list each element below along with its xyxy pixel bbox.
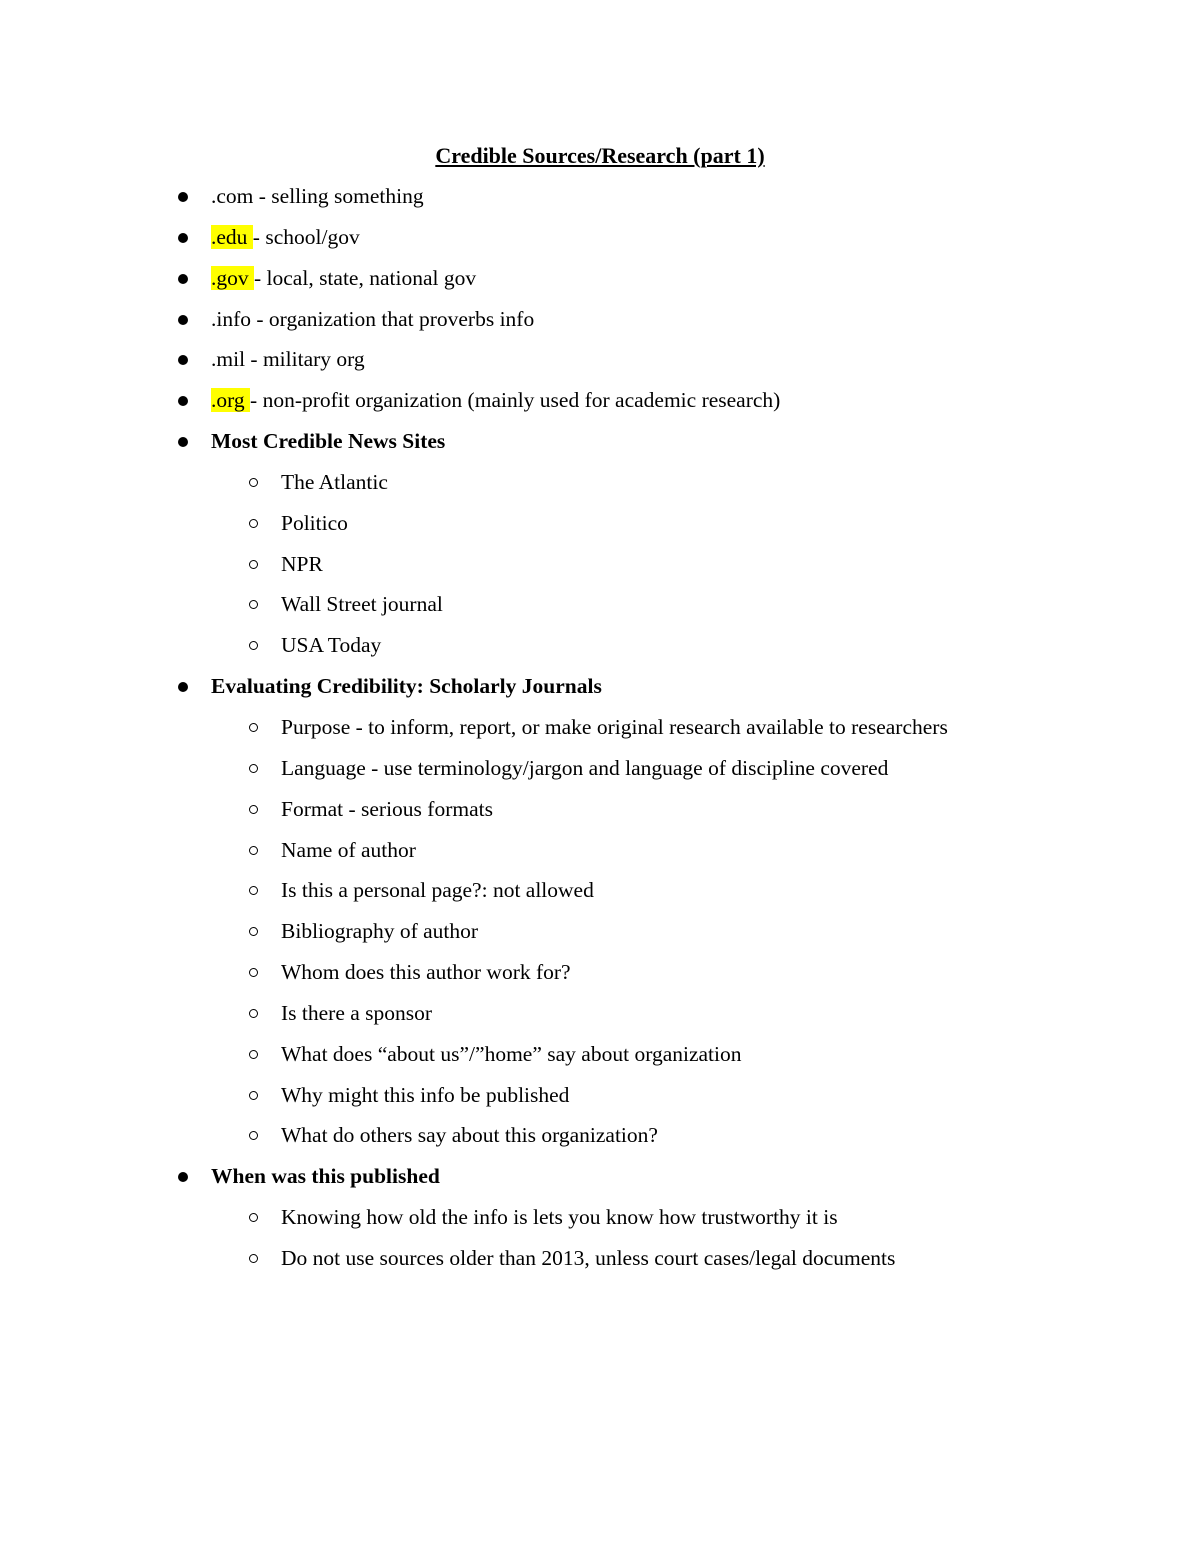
list-item-text <box>281 795 493 823</box>
highlighted-text: .edu <box>211 224 253 249</box>
list-item <box>0 958 1200 999</box>
list-item-text <box>281 999 432 1027</box>
item-text: Knowing how old the info is lets you know how trustworthy it is <box>281 1205 838 1230</box>
list-item <box>0 917 1200 958</box>
hollow-bullet-icon <box>249 1009 258 1018</box>
list-item-text <box>281 713 948 741</box>
item-text: Why might this info be published <box>281 1082 570 1107</box>
hollow-bullet-icon <box>249 764 258 773</box>
item-text: Politico <box>281 510 348 535</box>
section-heading-item <box>0 427 1200 468</box>
list-item-text <box>211 386 780 414</box>
item-text: Do not use sources older than 2013, unless court cases/legal documents <box>281 1245 896 1270</box>
list-item-text <box>211 223 360 251</box>
item-text: Is there a sponsor <box>281 1000 433 1025</box>
hollow-bullet-icon <box>249 846 258 855</box>
list-item <box>0 795 1200 836</box>
list-item <box>0 590 1200 631</box>
section-heading-item <box>0 672 1200 713</box>
list-item-text <box>211 672 602 700</box>
item-text: Format - serious formats <box>281 796 493 821</box>
list-item-text <box>281 836 416 864</box>
hollow-bullet-icon <box>249 560 258 569</box>
hollow-bullet-icon <box>249 1254 258 1263</box>
list-item-text <box>281 917 478 945</box>
item-text: Bibliography of author <box>281 919 479 944</box>
hollow-bullet-icon <box>249 1050 258 1059</box>
item-text: NPR <box>281 551 323 576</box>
filled-bullet-icon <box>178 233 188 243</box>
item-text: What does “about us”/”home” say about organization <box>281 1041 742 1066</box>
list-item-text <box>281 550 323 578</box>
list-item <box>0 631 1200 672</box>
list-item <box>0 550 1200 591</box>
list-item-text <box>211 305 534 333</box>
hollow-bullet-icon <box>249 1091 258 1100</box>
list-item-text <box>211 427 445 455</box>
item-text: Wall Street journal <box>281 592 443 617</box>
hollow-bullet-icon <box>249 641 258 650</box>
hollow-bullet-icon <box>249 519 258 528</box>
list-item <box>0 1244 1200 1285</box>
list-item-text <box>281 1244 895 1272</box>
list-item <box>0 876 1200 917</box>
item-text: .com - selling something <box>211 184 424 208</box>
item-text: .mil - military org <box>211 347 365 372</box>
filled-bullet-icon <box>178 192 188 202</box>
item-text: Purpose - to inform, report, or make original research available to researchers <box>281 714 948 739</box>
list-item-text <box>211 182 424 210</box>
list-item-text <box>281 1121 658 1149</box>
item-text: USA Today <box>281 633 382 658</box>
list-item-text <box>281 509 348 537</box>
hollow-bullet-icon <box>249 805 258 814</box>
list-item <box>0 836 1200 877</box>
item-text: Whom does this author work for? <box>281 960 571 985</box>
list-item <box>0 345 1200 386</box>
list-item-text <box>281 1081 569 1109</box>
list-item <box>0 223 1200 264</box>
item-text: Is this a personal page?: not allowed <box>281 878 594 903</box>
section-heading: Most Credible News Sites <box>211 429 446 454</box>
filled-bullet-icon <box>178 437 188 447</box>
hollow-bullet-icon <box>249 1213 258 1222</box>
list-item <box>0 713 1200 754</box>
item-text: - school/gov <box>252 224 360 249</box>
list-item-text <box>281 1203 838 1231</box>
filled-bullet-icon <box>178 682 188 692</box>
filled-bullet-icon <box>178 396 188 406</box>
highlighted-text: .gov <box>211 265 254 290</box>
list-item <box>0 1203 1200 1244</box>
list-item-text <box>281 468 388 496</box>
hollow-bullet-icon <box>249 968 258 977</box>
list-item <box>0 264 1200 305</box>
hollow-bullet-icon <box>249 886 258 895</box>
list-item <box>0 305 1200 346</box>
item-text: What do others say about this organization? <box>281 1123 658 1148</box>
list-item <box>0 468 1200 509</box>
filled-bullet-icon <box>178 274 188 284</box>
item-text: .info - organization that proverbs info <box>211 306 535 331</box>
list-item-text <box>281 876 594 904</box>
item-text: The Atlantic <box>281 469 388 494</box>
list-item <box>0 999 1200 1040</box>
item-text: - non-profit organization (mainly used for academic research) <box>250 388 781 413</box>
list-item-text <box>281 754 888 782</box>
hollow-bullet-icon <box>249 723 258 732</box>
filled-bullet-icon <box>178 315 188 325</box>
hollow-bullet-icon <box>249 600 258 609</box>
section-heading-item <box>0 1162 1200 1203</box>
list-item <box>0 1121 1200 1162</box>
list-item <box>0 386 1200 427</box>
section-heading: Evaluating Credibility: Scholarly Journals <box>211 674 602 699</box>
filled-bullet-icon <box>178 1172 188 1182</box>
list-item <box>0 182 1200 223</box>
list-item-text <box>211 1162 440 1190</box>
outline-list <box>0 182 1200 1285</box>
list-item <box>0 509 1200 550</box>
hollow-bullet-icon <box>249 478 258 487</box>
hollow-bullet-icon <box>249 1131 258 1140</box>
highlighted-text: .org <box>211 388 251 413</box>
list-item-text <box>281 958 571 986</box>
list-item <box>0 754 1200 795</box>
list-item-text <box>211 345 365 373</box>
list-item <box>0 1040 1200 1081</box>
list-item-text <box>281 1040 742 1068</box>
list-item-text <box>281 631 381 659</box>
list-item-text <box>281 590 443 618</box>
section-heading: When was this published <box>211 1164 440 1189</box>
item-text: Language - use terminology/jargon and language of discipline covered <box>281 755 889 780</box>
item-text: - local, state, national gov <box>254 265 477 290</box>
list-item <box>0 1081 1200 1122</box>
page-title: Credible Sources/Research (part 1) <box>435 143 765 168</box>
hollow-bullet-icon <box>249 927 258 936</box>
filled-bullet-icon <box>178 355 188 365</box>
list-item-text <box>211 264 476 292</box>
item-text: Name of author <box>281 837 416 862</box>
